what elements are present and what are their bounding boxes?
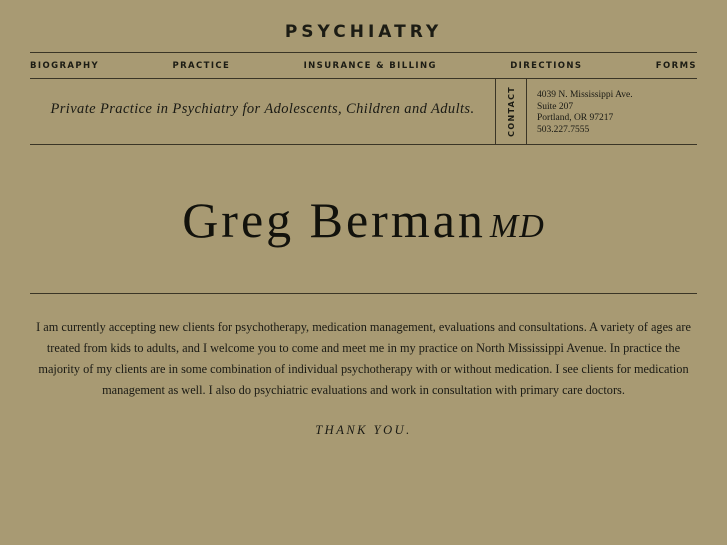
doctor-name: Greg Berman (182, 192, 486, 248)
nav-item-directions[interactable]: DIRECTIONS (510, 61, 583, 71)
tagline-text: Private Practice in Psychiatry for Adolescents, Children and Adults. (50, 101, 475, 117)
hero-section (30, 145, 697, 294)
masthead (0, 0, 727, 52)
nav-item-biography[interactable]: BIOGRAPHY (30, 61, 100, 71)
contact-address-line-3: Portland, OR 97217 (537, 113, 614, 123)
nav-item-forms[interactable]: FORMS (655, 61, 697, 71)
contact-address-line-1: 4039 N. Mississippi Ave. (537, 90, 633, 100)
contact-label-cell (496, 79, 527, 144)
contact-details (527, 79, 697, 144)
tagline-cell (30, 79, 496, 144)
intro-paragraph: I am currently accepting new clients for psychotherapy, medication management, evaluations and consultations. A variety of ages are treated from kids to adults, and I welcome you to come and meet me in my practice on North Mississippi Avenue. In practice the majority of my clients are in some combination of individual psychotherapy with or without medication. I see clients for medication management as well. I also do psychiatric evaluations and work in consultation with primary care doctors. (36, 320, 691, 397)
tagline-contact-strip (30, 79, 697, 145)
contact-label: CONTACT (506, 86, 516, 137)
contact-address-line-2: Suite 207 (537, 101, 574, 112)
nav-item-practice[interactable]: PRACTICE (172, 61, 231, 71)
contact-phone: 503.227.7555 (537, 124, 590, 135)
primary-navigation[interactable] (30, 53, 697, 79)
nav-item-insurance-billing[interactable]: INSURANCE & BILLING (303, 61, 437, 71)
doctor-credential: MD (489, 208, 545, 245)
closing-text: THANK YOU. (315, 423, 412, 437)
site-title: PSYCHIATRY (284, 22, 443, 42)
